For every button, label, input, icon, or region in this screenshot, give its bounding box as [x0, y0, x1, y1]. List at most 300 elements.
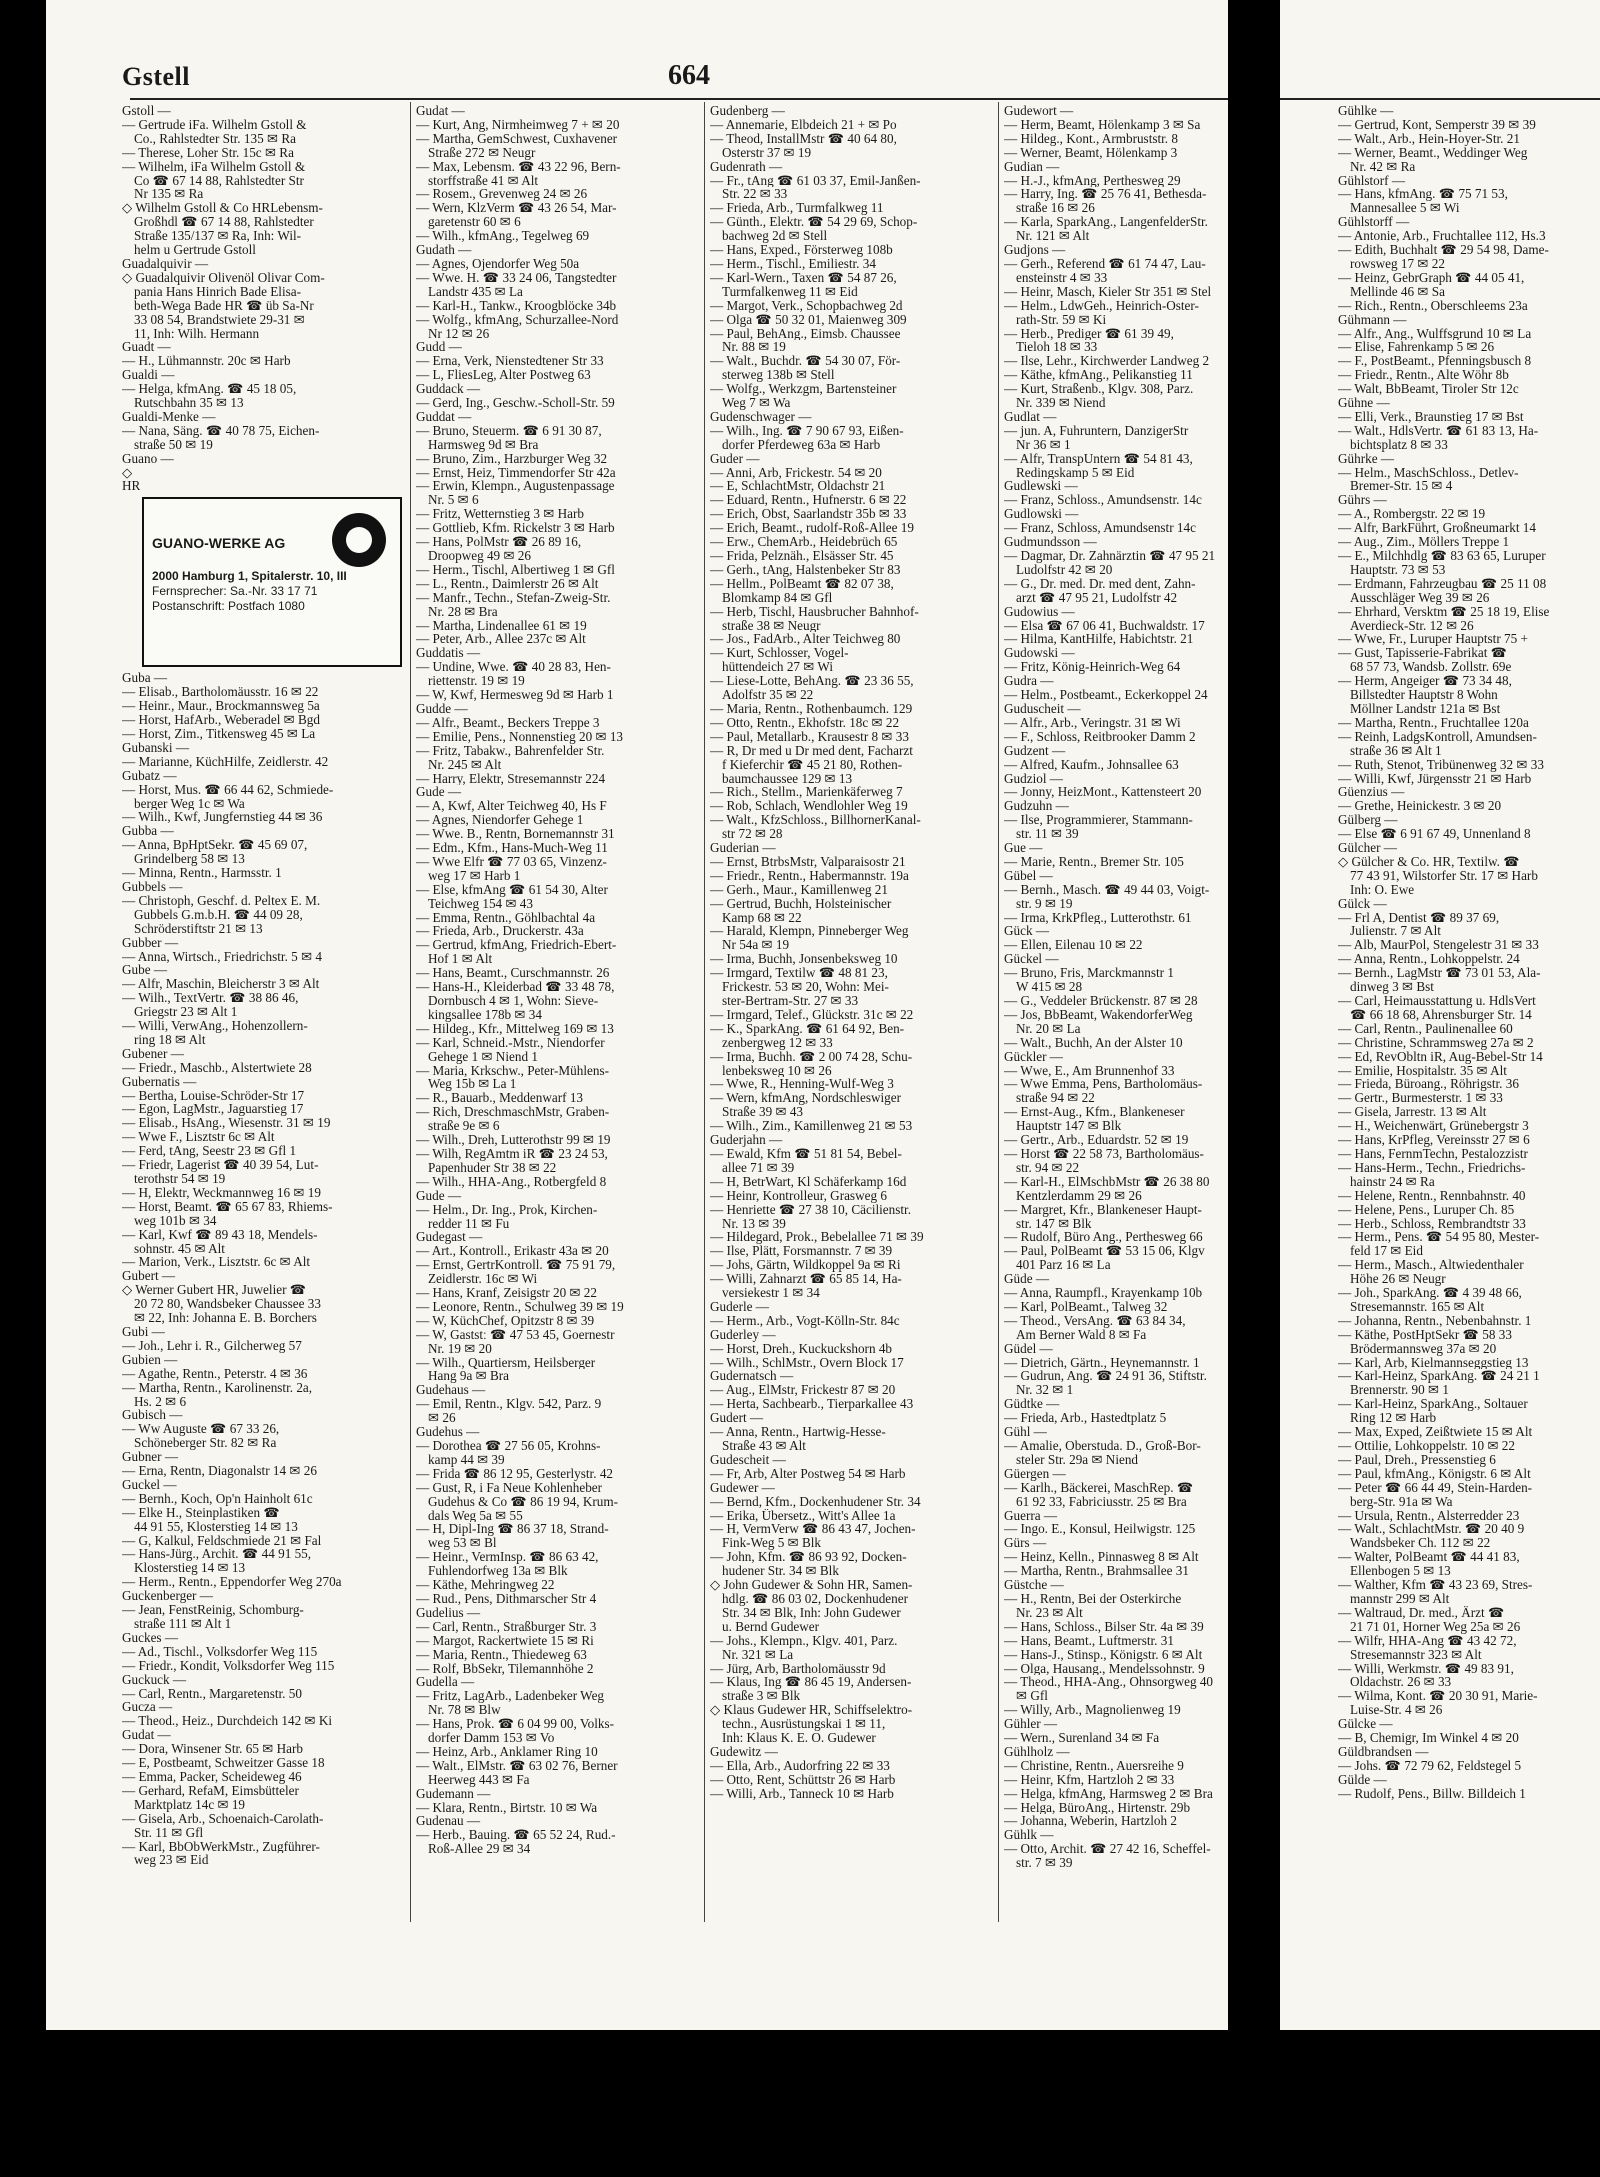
- directory-entry-line: — Kurt, Schlosser, Vogel-: [710, 646, 849, 661]
- surname-heading: Gubatz —: [122, 768, 177, 783]
- directory-entry-line: weg 53 ✉ Bl: [428, 1536, 497, 1551]
- directory-entry-line: — Wern, kfmAng, Nordschleswiger: [710, 1091, 901, 1106]
- directory-entry-line: Mannesallee 5 ✉ Wi: [1350, 201, 1460, 216]
- directory-entry-line: — Bernd, Kfm., Dockenhudener Str. 34: [710, 1494, 921, 1509]
- directory-entry-line: — H, BetrWart, Kl Schäferkamp 16d: [710, 1174, 907, 1189]
- surname-heading: Gudegast —: [416, 1230, 483, 1245]
- directory-entry-line: — Erika, Übersetz., Witt's Allee 1a: [710, 1508, 896, 1523]
- directory-entry-line: — Edith, Buchhalt ☎ 29 54 98, Dame-: [1338, 243, 1549, 257]
- directory-entry-line: storffstraße 41 ✉ Alt: [428, 173, 539, 188]
- surname-heading: Gülde —: [1338, 1772, 1387, 1787]
- surname-heading: Gue —: [1004, 841, 1043, 855]
- directory-entry-line: — Walt., ElMstr. ☎ 63 02 76, Berner: [416, 1758, 618, 1773]
- ad-postbox: Postanschrift: Postfach 1080: [152, 599, 305, 614]
- directory-entry-line: — Jos, BbBeamt, WakendorferWeg: [1004, 1007, 1193, 1022]
- directory-entry-line: — Gerd, Ing., Geschw.-Scholl-Str. 59: [416, 396, 615, 410]
- directory-entry-line: — Rich., Stellm., Marienkäferweg 7: [710, 785, 903, 800]
- surname-heading: Güdel —: [1004, 1341, 1053, 1356]
- surname-heading: Güstche —: [1004, 1578, 1064, 1592]
- directory-entry-line: — Marie, Rentn., Bremer Str. 105: [1004, 854, 1184, 869]
- directory-entry-line: Straße 135/137 ✉ Ra, Inh: Wil-: [134, 229, 302, 244]
- directory-entry-line: — Elisab., HsAng., Wiesenstr. 31 ✉ 19: [122, 1116, 331, 1131]
- directory-entry-line: — Ernst, BtrbsMstr, Valparaisostr 21: [710, 854, 906, 869]
- directory-entry-line: Weg 7 ✉ Wa: [722, 396, 791, 410]
- directory-entry-line: — Willi, Zahnarzt ☎ 65 85 14, Ha-: [710, 1272, 902, 1287]
- surname-heading: Guckes —: [122, 1630, 179, 1645]
- directory-entry-line: — R, Dr med u Dr med dent, Facharzt: [710, 743, 913, 758]
- directory-entry-line: — Karl, PolBeamt., Talweg 32: [1004, 1299, 1168, 1314]
- directory-entry-line: — Else ☎ 6 91 67 49, Unnenland 8: [1338, 827, 1531, 842]
- directory-entry-line: — Wilh., Zim., Kamillenweg 21 ✉ 53: [710, 1119, 913, 1134]
- surname-heading: Guddack —: [416, 382, 481, 397]
- directory-entry-line: — Anna, Rentn., Hartwig-Hesse-: [710, 1425, 886, 1439]
- directory-entry-line: — H., Rentn, Bei der Osterkirche: [1004, 1591, 1182, 1606]
- directory-column-3: [710, 104, 994, 1801]
- directory-entry-line: Nr. 28 ✉ Bra: [428, 604, 498, 619]
- directory-entry-line: — W, Gaststː ☎ 47 53 45, Goernestr: [416, 1327, 615, 1342]
- directory-entry-line: — Hans, Beamt., Curschmannstr. 26: [416, 966, 610, 981]
- directory-entry-line: — Dietrich, Gärtn., Heynemannstr. 1: [1004, 1355, 1200, 1370]
- surname-heading: Gubien —: [122, 1352, 178, 1367]
- directory-entry-line: — Erna, Verk, Nienstedtener Str 33: [416, 354, 604, 369]
- directory-entry-line: — Anna, Rentn., Lohkoppelstr. 24: [1338, 952, 1520, 967]
- directory-entry-line: — Willi, Kwf, Jürgensstr 21 ✉ Harb: [1338, 771, 1532, 786]
- directory-entry-line: — Otto, Rentn., Ekhofstr. 18c ✉ 22: [710, 715, 900, 730]
- surname-heading: Gudziol —: [1004, 771, 1063, 786]
- surname-heading: Gudewitz —: [710, 1744, 778, 1759]
- surname-heading: Gucza —: [122, 1700, 173, 1715]
- directory-entry-line: — Wilma, Kont. ☎ 20 30 91, Marie-: [1338, 1689, 1538, 1704]
- directory-entry-line: — Elise, Fahrenkamp 5 ✉ 26: [1338, 340, 1495, 355]
- directory-entry-line: — L, FliesLeg, Alter Postweg 63: [416, 368, 591, 383]
- directory-entry-line: — Johs. ☎ 72 79 62, Feldstegel 5: [1338, 1758, 1522, 1773]
- directory-entry-line: — Dorothea ☎ 27 56 05, Krohns-: [416, 1439, 601, 1453]
- directory-entry-line: — Ella, Arb., Audorfring 22 ✉ 33: [710, 1758, 890, 1773]
- directory-entry-line: — Herb., Schloss, Rembrandtstr 33: [1338, 1216, 1526, 1231]
- directory-entry-line: — Waltraud, Dr. med., Ärzt ☎: [1338, 1605, 1505, 1620]
- column-divider: [410, 102, 411, 1922]
- directory-entry-line: straße 94 ✉ 22: [1016, 1091, 1095, 1106]
- surname-heading: Gubernatis —: [122, 1074, 197, 1089]
- directory-entry-line: — Gust, R, i Fa Neue Kohlenheber: [416, 1480, 603, 1495]
- directory-entry-line: — Ed, RevObltn iR, Aug-Bebel-Str 14: [1338, 1049, 1543, 1064]
- directory-entry-line: berger Weg 1c ✉ Wa: [134, 796, 245, 811]
- surname-heading: Gudowius —: [1004, 604, 1075, 619]
- surname-heading: Gubner —: [122, 1450, 179, 1465]
- directory-entry-line: Nr. 20 ✉ La: [1016, 1021, 1081, 1036]
- directory-entry-line: — Gudrun, Ang. ☎ 24 91 36, Stiftstr.: [1004, 1369, 1207, 1384]
- directory-entry-line: Averdieck-Str. 12 ✉ 26: [1350, 618, 1474, 633]
- directory-entry-line: — Hans, Prok. ☎ 6 04 99 00, Volks-: [416, 1717, 615, 1732]
- directory-entry-line: — Elsa ☎ 67 06 41, Buchwaldstr. 17: [1004, 618, 1205, 633]
- directory-entry-line: dinweg 3 ✉ Bst: [1350, 980, 1434, 994]
- directory-entry-line: — Peter ☎ 66 44 49, Stein-Harden-: [1338, 1480, 1533, 1495]
- directory-entry-line: — Ernst, Heiz, Timmendorfer Str 42a: [416, 465, 616, 480]
- surname-heading: Gudenrath —: [710, 159, 783, 174]
- ad-phone: Fernsprecher: Sa.-Nr. 33 17 71: [152, 584, 318, 599]
- directory-entry-line: terothstr 54 ✉ 19: [134, 1172, 226, 1186]
- directory-entry-line: — Jos., FadArb., Alter Teichweg 80: [710, 632, 901, 647]
- surname-heading: Gubert —: [122, 1269, 176, 1284]
- directory-entry-line: Billstedter Hauptstr 8 Wohn: [1350, 688, 1498, 702]
- directory-entry-line: 21 71 01, Horner Weg 25a ✉ 26: [1350, 1619, 1521, 1634]
- directory-entry-line: ster-Bertram-Str. 27 ✉ 33: [722, 994, 859, 1008]
- surname-heading: Gühlk —: [1004, 1828, 1054, 1843]
- directory-entry-line: — Bruno, Fris, Marckmannstr 1: [1004, 966, 1174, 981]
- directory-entry-line: — Friedr., Kondit, Volksdorfer Weg 115: [122, 1658, 335, 1673]
- directory-entry-line: — Erich, Obst, Saarlandstr 35b ✉ 33: [710, 507, 907, 522]
- directory-entry-line: — Karl-Wern., Taxen ☎ 54 87 26,: [710, 270, 897, 285]
- directory-entry-line: weg 101b ✉ 34: [134, 1213, 217, 1228]
- directory-entry-line: Luise-Str. 4 ✉ 26: [1350, 1703, 1443, 1718]
- directory-entry-line: — Christine, Rentn., Auersreihe 9: [1004, 1758, 1184, 1773]
- directory-entry-line: — Friedr., Maschb., Alstertwiete 28: [122, 1060, 312, 1075]
- directory-entry-line: 11, Inh: Wilh. Hermann: [134, 326, 260, 341]
- surname-heading: Gubbels —: [122, 879, 183, 894]
- directory-column-2: [416, 104, 700, 1856]
- directory-entry-line: — Johs, Gärtn, Wildkoppel 9a ✉ Ri: [710, 1258, 901, 1273]
- directory-entry-line: ring 18 ✉ Alt: [134, 1032, 206, 1047]
- surname-heading: Gudian —: [1004, 159, 1060, 174]
- directory-entry-line: — Bernh., LagMstr ☎ 73 01 53, Ala-: [1338, 966, 1541, 981]
- directory-entry-line: — Ruth, Stenot, Tribünenweg 32 ✉ 33: [1338, 757, 1544, 772]
- directory-entry-line: — Rich., Rentn., Oberschleems 23a: [1338, 298, 1528, 313]
- directory-entry-line: — Wilh., TextVertr. ☎ 38 86 46,: [122, 991, 299, 1006]
- directory-entry-line: — Gust, Tapisserie-Fabrikat ☎: [1338, 646, 1508, 661]
- directory-entry-line: — Hans, Kranf, Zeisigstr 20 ✉ 22: [416, 1286, 597, 1300]
- directory-entry-line: — Herm., Tischl., Emiliestr. 34: [710, 256, 876, 271]
- directory-entry-line: Ludolfstr 42 ✉ 20: [1016, 562, 1113, 577]
- directory-entry-line: — Karla, SparkAng., LangenfelderStr.: [1004, 215, 1208, 230]
- directory-entry-line: — Wilh, RegAmtm iR ☎ 23 24 53,: [416, 1146, 608, 1161]
- surname-heading: Gudat —: [122, 1728, 171, 1743]
- directory-entry-line: — Theod., VersAng. ☎ 63 84 34,: [1004, 1313, 1186, 1328]
- directory-entry-line: Dornbusch 4 ✉ 1, Wohn: Sieve-: [428, 994, 599, 1008]
- directory-entry-line: — Wilh., Ing. ☎ 7 90 67 93, Eißen-: [710, 423, 904, 438]
- directory-entry-line: ◇ John Gudewer & Sohn HR, Samen-: [710, 1578, 913, 1592]
- directory-entry-line: — Harry, Ing. ☎ 25 76 41, Bethesda-: [1004, 187, 1207, 202]
- directory-entry-line: — Wwe, E., Am Brunnenhof 33: [1004, 1063, 1175, 1078]
- surname-heading: Gühlke —: [1338, 104, 1394, 118]
- directory-entry-line: — Alb, MaurPol, Stengelestr 31 ✉ 33: [1338, 938, 1539, 953]
- directory-entry-line: — G., Veddeler Brückenstr. 87 ✉ 28: [1004, 994, 1198, 1008]
- directory-entry-line: straße 16 ✉ 26: [1016, 201, 1095, 216]
- directory-entry-line: — Wwe F., Lisztstr 6c ✉ Alt: [122, 1130, 275, 1145]
- directory-entry-line: Osterstr 37 ✉ 19: [722, 145, 812, 160]
- surname-heading: Gualdi —: [122, 368, 175, 383]
- directory-page: [46, 0, 1600, 2030]
- directory-entry-line: Redingskamp 5 ✉ Eid: [1016, 465, 1135, 480]
- surname-heading: Gudmundsson —: [1004, 535, 1097, 549]
- directory-entry-line: feld 17 ✉ Eid: [1350, 1244, 1423, 1259]
- directory-entry-line: — Martha, GemSchwest, Cuxhavener: [416, 131, 618, 146]
- directory-entry-line: — Gerh., tAng, Halstenbeker Str 83: [710, 562, 901, 577]
- directory-entry-line: Inh: Klaus K. E. O. Gudewer: [722, 1731, 876, 1745]
- directory-entry-line: Str. 11 ✉ Gfl: [134, 1825, 204, 1840]
- directory-entry-line: — Rosem., Grevenweg 24 ✉ 26: [416, 187, 588, 202]
- directory-entry-line: — Christoph, Geschf. d. Peltex E. M.: [122, 893, 321, 908]
- directory-entry-line: — Walt., Arb., Hein-Hoyer-Str. 21: [1338, 131, 1520, 146]
- directory-entry-line: — Ilse, Lehr., Kirchwerder Landweg 2: [1004, 354, 1210, 369]
- surname-heading: Guder —: [710, 451, 760, 466]
- directory-entry-line: — Carl, Rentn., Straßburger Str. 3: [416, 1619, 597, 1634]
- directory-entry-line: Zeidlerstr. 16c ✉ Wi: [428, 1272, 538, 1287]
- directory-entry-line: — Hans, KrPfleg, Vereinsstr 27 ✉ 6: [1338, 1133, 1530, 1147]
- directory-entry-line: — Agnes, Niendorfer Gehege 1: [416, 813, 584, 828]
- directory-entry-line: — Hans, Schloss., Bilser Str. 4a ✉ 39: [1004, 1619, 1204, 1634]
- directory-entry-line: u. Bernd Gudewer: [722, 1619, 820, 1634]
- directory-entry-line: — Bernh., Koch, Op'n Hainholt 61c: [122, 1491, 313, 1506]
- directory-entry-line: — Maria, Rentn., Thiedeweg 63: [416, 1647, 587, 1662]
- surname-heading: Gudlowski —: [1004, 507, 1079, 522]
- directory-entry-line: — K., SparkAng. ☎ 61 64 92, Ben-: [710, 1021, 905, 1036]
- surname-heading: Gudde —: [416, 701, 468, 716]
- directory-entry-line: kingsallee 178b ✉ 34: [428, 1007, 542, 1022]
- directory-entry-line: — Anna, Wirtsch., Friedrichstr. 5 ✉ 4: [122, 949, 323, 964]
- directory-entry-line: — Ingo. E., Konsul, Heilwigstr. 125: [1004, 1522, 1196, 1537]
- directory-entry-line: Tieloh 18 ✉ 33: [1016, 340, 1098, 355]
- directory-entry-line: — Nana, Säng. ☎ 40 78 75, Eichen-: [122, 423, 320, 438]
- directory-entry-line: — Karl, Arb, Kielmannseggstieg 13: [1338, 1355, 1529, 1370]
- directory-entry-line: — Emilie, Hospitalstr. 35 ✉ Alt: [1338, 1063, 1507, 1078]
- directory-entry-line: — Franz, Schloss., Amundsenstr. 14c: [1004, 493, 1202, 508]
- directory-entry-line: — John, Kfm. ☎ 86 93 92, Docken-: [710, 1550, 907, 1565]
- directory-entry-line: — Elli, Verk., Braunstieg 17 ✉ Bst: [1338, 409, 1524, 424]
- directory-entry-line: garetenstr 60 ✉ 6: [428, 215, 521, 230]
- directory-entry-line: — Karl, Kwf ☎ 89 43 18, Mendels-: [122, 1227, 318, 1242]
- directory-entry-line: arzt ☎ 47 95 21, Ludolfstr 42: [1016, 590, 1178, 605]
- directory-entry-line: — Horst, Mus. ☎ 66 44 62, Schmiede-: [122, 782, 334, 797]
- surname-heading: Gstoll —: [122, 104, 171, 118]
- surname-heading: Gudescheit —: [710, 1452, 786, 1467]
- directory-entry-line: Grindelberg 58 ✉ 13: [134, 852, 245, 867]
- directory-entry-line: straße 50 ✉ 19: [134, 437, 213, 452]
- directory-entry-line: — Wwe Elfr ☎ 77 03 65, Vinzenz-: [416, 854, 607, 869]
- directory-entry-line: — Walt., SchlachtMstr. ☎ 20 40 9: [1338, 1522, 1525, 1537]
- directory-entry-line: — Hans, kfmAng. ☎ 75 71 53,: [1338, 187, 1508, 202]
- directory-column-1: [122, 104, 406, 1867]
- directory-entry-line: 61 92 33, Fabriciusstr. 25 ✉ Bra: [1016, 1494, 1187, 1509]
- surname-heading: Guano —: [122, 451, 174, 466]
- directory-entry-line: Weg 15b ✉ La 1: [428, 1077, 517, 1092]
- directory-entry-line: — Wwe. H. ☎ 33 24 06, Tangstedter: [416, 270, 617, 285]
- surname-heading: Guddatis —: [416, 646, 481, 661]
- directory-entry-line: — Joh., SparkAng. ☎ 4 39 48 66,: [1338, 1286, 1522, 1300]
- directory-entry-line: — Annemarie, Elbdeich 21 + ✉ Po: [710, 117, 897, 132]
- directory-entry-line: — Martha, Lindenallee 61 ✉ 19: [416, 618, 587, 633]
- directory-entry-line: Oldachstr. 26 ✉ 33: [1350, 1675, 1452, 1690]
- directory-entry-line: Blomkamp 84 ✉ Gfl: [722, 590, 833, 605]
- directory-entry-line: — Willi, Arb., Tanneck 10 ✉ Harb: [710, 1786, 894, 1801]
- directory-entry-line: redder 11 ✉ Fu: [428, 1216, 510, 1231]
- directory-entry-line: — Irma, Buchh. ☎ 2 00 74 28, Schu-: [710, 1049, 913, 1064]
- directory-entry-line: Mellinde 46 ✉ Sa: [1350, 284, 1445, 299]
- directory-entry-line: Str. 34 ✉ Blk, Inh: John Gudewer: [722, 1605, 901, 1620]
- column-divider: [704, 102, 705, 1922]
- directory-entry-line: — Gisela, Arb., Schoenaich-Carolath-: [122, 1811, 324, 1826]
- surname-heading: Gückler —: [1004, 1049, 1063, 1064]
- directory-entry-line: dorfer Damm 153 ✉ Vo: [428, 1731, 555, 1745]
- directory-entry-line: — Irmgard, Telef., Glückstr. 31c ✉ 22: [710, 1007, 914, 1022]
- directory-entry-line: — Rudolf, Büro Ang., Perthesweg 66: [1004, 1230, 1203, 1245]
- directory-entry-line: HR: [122, 479, 141, 494]
- directory-entry-line: — Willy, Arb., Magnolienweg 19: [1004, 1703, 1181, 1718]
- surname-heading: Guderjahn —: [710, 1133, 783, 1147]
- directory-entry-line: — Frieda, Büroang., Röhrigstr. 36: [1338, 1077, 1519, 1092]
- directory-entry-line: — F., Schloss, Reitbrooker Damm 2: [1004, 729, 1196, 744]
- surname-heading: Gudehaus —: [416, 1383, 486, 1398]
- surname-heading: Gülberg —: [1338, 813, 1398, 828]
- directory-entry-line: — Rob, Schlach, Wendlohler Weg 19: [710, 799, 908, 814]
- directory-entry-line: Nr 12 ✉ 26: [428, 326, 490, 341]
- directory-entry-line: — Max, Exped, Zeißtwiete 15 ✉ Alt: [1338, 1425, 1533, 1439]
- directory-entry-line: — Horst ☎ 22 58 73, Bartholomäus-: [1004, 1146, 1204, 1161]
- surname-heading: Gubener —: [122, 1046, 184, 1061]
- directory-entry-line: — Walt., KfzSchloss., BillhornerKanal-: [710, 813, 921, 828]
- directory-entry-line: — Fritz, Wetternstieg 3 ✉ Harb: [416, 507, 584, 522]
- surname-heading: Guduscheit —: [1004, 701, 1081, 716]
- directory-entry-line: weg 23 ✉ Eid: [134, 1853, 209, 1868]
- directory-entry-line: — Margret, Kfr., Blankeneser Haupt-: [1004, 1202, 1202, 1217]
- directory-entry-line: — Klaus, Ing ☎ 86 45 19, Andersen-: [710, 1675, 912, 1690]
- directory-entry-line: — Theod., Heiz., Durchdeich 142 ✉ Ki: [122, 1714, 333, 1729]
- directory-entry-line: — Karl-Heinz, SparkAng., Soltauer: [1338, 1397, 1528, 1412]
- directory-entry-line: — Else, kfmAng ☎ 61 54 30, Alter: [416, 882, 608, 897]
- directory-entry-line: Nr. 88 ✉ 19: [722, 340, 786, 355]
- directory-entry-line: Kamp 68 ✉ 22: [722, 910, 802, 925]
- directory-entry-line: — Frieda, Arb., Hastedtplatz 5: [1004, 1411, 1167, 1426]
- surname-heading: Gubba —: [122, 824, 174, 839]
- ad-address: 2000 Hamburg 1, Spitalerstr. 10, III: [152, 569, 347, 584]
- directory-entry-line: dals Weg 5a ✉ 55: [428, 1508, 523, 1523]
- directory-entry-line: lenbeksweg 10 ✉ 26: [722, 1063, 832, 1078]
- directory-entry-line: — Emilie, Pens., Nonnenstieg 20 ✉ 13: [416, 729, 624, 744]
- directory-entry-line: — Ilse, Programmierer, Stammann-: [1004, 813, 1193, 828]
- directory-entry-line: — Hildeg., Kfr., Mittelweg 169 ✉ 13: [416, 1021, 614, 1036]
- directory-entry-line: — Fr., tAng ☎ 61 03 37, Emil-Janßen-: [710, 173, 921, 188]
- directory-entry-line: — Bruno, Steuerm. ☎ 6 91 30 87,: [416, 423, 602, 438]
- directory-entry-line: 44 91 55, Klosterstieg 14 ✉ 13: [134, 1519, 298, 1534]
- directory-entry-line: — W, KüchChef, Opitzstr 8 ✉ 39: [416, 1313, 595, 1328]
- directory-entry-line: — Johanna, Rentn., Nebenbahnstr. 1: [1338, 1313, 1532, 1328]
- directory-entry-line: — Paul, kfmAng., Königstr. 6 ✉ Alt: [1338, 1466, 1531, 1481]
- directory-entry-line: — Wolfg., kfmAng, Schurzallee-Nord: [416, 312, 619, 327]
- directory-entry-line: — Marion, Verk., Lisztstr. 6c ✉ Alt: [122, 1255, 311, 1270]
- surname-heading: Güldbrandsen —: [1338, 1744, 1429, 1759]
- directory-entry-line: Adolfstr 35 ✉ 22: [722, 688, 814, 702]
- directory-entry-line: — Rudolf, Pens., Billw. Billdeich 1: [1338, 1786, 1526, 1801]
- directory-entry-line: Nr 135 ✉ Ra: [134, 187, 204, 202]
- directory-entry-line: — Emma, Packer, Scheideweg 46: [122, 1769, 302, 1784]
- surname-heading: Guba —: [122, 671, 168, 686]
- directory-entry-line: Brödermannsweg 37a ✉ 20: [1350, 1341, 1497, 1356]
- directory-entry-line: Nr. 19 ✉ 20: [428, 1341, 492, 1356]
- directory-entry-line: Nr. 78 ✉ Blw: [428, 1703, 501, 1718]
- directory-entry-line: — Gerhard, RefaM, Eimsbütteler: [122, 1783, 299, 1798]
- surname-heading: Gudernatsch —: [710, 1369, 794, 1384]
- directory-entry-line: — Günth., Elektr. ☎ 54 29 69, Schop-: [710, 215, 918, 230]
- directory-entry-line: Rutschbahn 35 ✉ 13: [134, 396, 244, 410]
- directory-entry-line: — Grethe, Heinickestr. 3 ✉ 20: [1338, 799, 1502, 814]
- directory-entry-line: pania Hans Hinrich Bade Elisa-: [134, 284, 301, 299]
- directory-entry-line: — Wilh., Dreh, Lutterothstr 99 ✉ 19: [416, 1133, 611, 1147]
- surname-heading: Gudath —: [416, 243, 472, 257]
- directory-entry-line: — Herb., Bauing. ☎ 65 52 24, Rud.-: [416, 1828, 616, 1843]
- directory-entry-line: str. 9 ✉ 19: [1016, 896, 1073, 911]
- directory-entry-line: str. 147 ✉ Blk: [1016, 1216, 1092, 1231]
- directory-entry-line: — Wilh., Quartiersm, Heilsberger: [416, 1355, 596, 1370]
- directory-entry-line: — Hellm., PolBeamt ☎ 82 07 38,: [710, 576, 894, 591]
- directory-entry-line: — Heinr., Maur., Brockmannsweg 5a: [122, 699, 320, 714]
- directory-entry-line: — Leonore, Rentn., Schulweg 39 ✉ 19: [416, 1299, 624, 1314]
- directory-entry-line: Brennerstr. 90 ✉ 1: [1350, 1383, 1449, 1398]
- directory-entry-line: Nr. 23 ✉ Alt: [1016, 1605, 1083, 1620]
- directory-entry-line: — H., Lühmannstr. 20c ✉ Harb: [122, 354, 291, 369]
- directory-entry-line: — Friedr., Rentn., Alte Wöhr 8b: [1338, 368, 1509, 383]
- surname-heading: Gühlstorff —: [1338, 215, 1410, 230]
- surname-heading: Gück —: [1004, 924, 1050, 939]
- directory-entry-line: — Klara, Rentn., Birtstr. 10 ✉ Wa: [416, 1800, 598, 1815]
- directory-entry-line: — Gertr., Burmesterstr. 1 ✉ 33: [1338, 1091, 1503, 1106]
- directory-entry-line: Droopweg 49 ✉ 26: [428, 549, 531, 563]
- directory-entry-line: Co ☎ 67 14 88, Rahlstedter Str: [134, 173, 304, 188]
- directory-entry-line: — Martha, Rentn., Brahmsallee 31: [1004, 1564, 1189, 1579]
- directory-entry-line: — Walt., HdlsVertr. ☎ 61 83 13, Ha-: [1338, 423, 1539, 438]
- directory-entry-line: — jun. A, Fuhruntern, DanzigerStr: [1004, 423, 1189, 438]
- surname-heading: Gudlewski —: [1004, 479, 1078, 494]
- directory-entry-line: Nr. 13 ✉ 39: [722, 1216, 786, 1231]
- directory-entry-line: — Helga, kfmAng, Harmsweg 2 ✉ Bra: [1004, 1786, 1213, 1801]
- directory-entry-line: — Edm., Kfm., Hans-Much-Weg 11: [416, 841, 608, 855]
- directory-entry-line: — Theod, InstallMstr ☎ 40 64 80,: [710, 131, 897, 146]
- directory-entry-line: — Amalie, Oberstuda. D., Groß-Bor-: [1004, 1439, 1201, 1453]
- directory-entry-line: — Karl-H., Tankw., Kroogblöcke 34b: [416, 298, 617, 313]
- directory-entry-line: — Franz, Schloss, Amundsenstr 14c: [1004, 521, 1196, 536]
- surname-heading: Gülck —: [1338, 896, 1387, 911]
- directory-entry-line: — Peter, Arb., Allee 237c ✉ Alt: [416, 632, 586, 647]
- directory-entry-line: — Ernst, GertrKontroll. ☎ 75 91 79,: [416, 1258, 616, 1273]
- surname-heading: Gudewort —: [1004, 104, 1074, 118]
- directory-entry-line: — Minna, Rentn., Harmsstr. 1: [122, 866, 282, 880]
- surname-heading: Güenzius —: [1338, 785, 1405, 800]
- directory-entry-line: — Erna, Rentn, Diagonalstr 14 ✉ 26: [122, 1464, 317, 1478]
- directory-entry-line: 68 57 73, Wandsb. Zollstr. 69e: [1350, 660, 1512, 675]
- directory-entry-line: — Reinh, LadgsKontroll, Amundsen-: [1338, 729, 1537, 744]
- directory-entry-line: — Ww Auguste ☎ 67 33 26,: [122, 1422, 280, 1437]
- directory-entry-line: — Gertr., Arb., Eduardstr. 52 ✉ 19: [1004, 1133, 1189, 1147]
- directory-entry-line: — Manfr., Techn., Stefan-Zweig-Str.: [416, 590, 611, 605]
- directory-entry-line: str. 11 ✉ 39: [1016, 827, 1079, 842]
- directory-entry-line: — Helene, Pens., Luruper Ch. 85: [1338, 1202, 1515, 1217]
- directory-entry-line: — Margot, Rackertwiete 15 ✉ Ri: [416, 1633, 594, 1648]
- directory-entry-line: — Horst, Dreh., Kuckuckshorn 4b: [710, 1341, 893, 1356]
- directory-entry-line: dorfer Pferdeweg 63a ✉ Harb: [722, 437, 881, 452]
- directory-entry-line: — Käthe, PostHptSekr ☎ 58 33: [1338, 1327, 1512, 1342]
- directory-entry-line: Hauptstr. 73 ✉ 53: [1350, 562, 1446, 577]
- surname-heading: Gudra —: [1004, 674, 1054, 689]
- directory-entry-line: — Heinz, Arb., Anklamer Ring 10: [416, 1744, 598, 1759]
- directory-entry-line: — B, Chemigr, Im Winkel 4 ✉ 20: [1338, 1731, 1519, 1745]
- directory-entry-line: — Heinr, Kontrolleur, Grasweg 6: [710, 1188, 887, 1203]
- surname-heading: Gube —: [122, 963, 168, 978]
- directory-entry-line: — Bertha, Louise-Schröder-Str 17: [122, 1088, 305, 1103]
- directory-entry-line: — Wwe, R., Henning-Wulf-Weg 3: [710, 1077, 894, 1092]
- directory-entry-line: Turmfalkenweg 11 ✉ Eid: [722, 284, 858, 299]
- directory-entry-line: — Johanna, Weberin, Hartzloh 2: [1004, 1814, 1178, 1829]
- surname-heading: Guckuck —: [122, 1672, 187, 1687]
- directory-entry-line: — H.-J., kfmAng, Perthesweg 29: [1004, 173, 1181, 188]
- surname-heading: Gührs —: [1338, 493, 1387, 508]
